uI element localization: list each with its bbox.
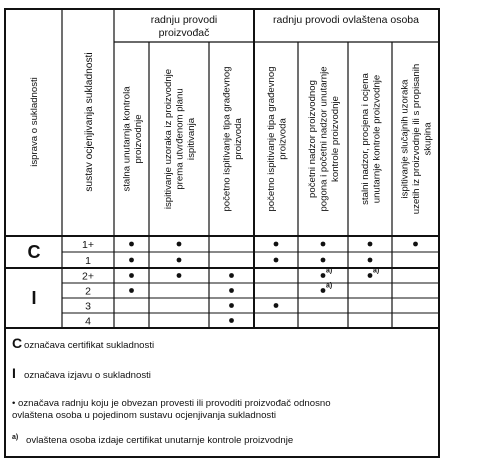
footnote-mark-3: a) xyxy=(326,282,333,290)
subheaders xyxy=(121,64,433,214)
mark-row3-col6 xyxy=(368,273,373,278)
subheader-col6-line2: unutarnje kontrole proizvodnje xyxy=(371,74,383,204)
mark-row2-col2 xyxy=(177,258,182,263)
row-system-2+: 2+ xyxy=(82,270,94,283)
header-isprava: isprava o sukladnosti xyxy=(29,77,40,167)
mark-row3-col2 xyxy=(177,273,182,278)
footnote-mark-1: a) xyxy=(326,267,333,275)
header-group-ovlastena: radnju provodi ovlaštena osoba xyxy=(273,14,419,26)
legend-c-text: označava certifikat sukladnosti xyxy=(24,340,155,351)
subheader-col6-line1: stalni nadzor, procjena i ocjena xyxy=(359,73,371,205)
header-sustav: sustav ocjenjivanja sukladnosti xyxy=(84,52,95,192)
mark-row5-col4 xyxy=(274,303,279,308)
legend-bullet-line1: • označava radnju koju je obvezan provesti ili provoditi proizvođač odnosno xyxy=(12,398,331,409)
mark-row4-col5 xyxy=(321,288,326,293)
row-system-3: 3 xyxy=(85,300,91,313)
marks xyxy=(129,242,418,323)
row-system-1+: 1+ xyxy=(82,239,94,251)
subheader-col5-line3: kontrole proizvodnje xyxy=(330,96,341,182)
header-group-proizvodac-line2: proizvođač xyxy=(158,27,210,39)
mark-row1-col1 xyxy=(129,242,134,247)
subheader-col7-line1: ispitivanje slučajnih uzoraka xyxy=(399,79,411,199)
conformity-table xyxy=(4,8,440,458)
row-system-2: 2 xyxy=(85,285,91,298)
mark-row6-col3 xyxy=(229,318,234,323)
legend-i-text: označava izjavu o sukladnosti xyxy=(24,370,151,381)
row-system-4: 4 xyxy=(85,315,91,328)
mark-row4-col1 xyxy=(129,288,134,293)
subheader-col2-line2: prema utvrđenom planu xyxy=(174,88,186,190)
mark-row4-col3 xyxy=(229,288,234,293)
legend-note-mark: a) xyxy=(12,434,19,441)
subheader-col1-line1: stalna unutarnja kontrola xyxy=(121,86,133,192)
row-system-1: 1 xyxy=(85,255,91,267)
mark-row2-col1 xyxy=(129,258,134,263)
legend-bullet-line2: ovlaštena osoba u pojedinom sustavu ocjenjivanja sukladnosti xyxy=(12,410,276,421)
mark-row2-col6 xyxy=(368,258,373,263)
group-label-i: I xyxy=(31,288,37,308)
mark-row2-col5 xyxy=(321,258,326,263)
mark-row3-col5 xyxy=(321,273,326,278)
subheader-col1-line2: proizvodnje xyxy=(132,114,144,164)
mark-row2-col4 xyxy=(274,258,279,263)
subheader-col3-line2: proizvoda xyxy=(232,118,244,160)
subheader-col2-line3: ispitivanja xyxy=(186,117,197,161)
mark-row1-col5 xyxy=(321,242,326,247)
subheader-col4-line1: početno ispitivanje tipa građevnog xyxy=(265,66,277,212)
mark-row1-col2 xyxy=(177,242,182,247)
mark-row5-col3 xyxy=(229,303,234,308)
mark-row1-col7 xyxy=(413,242,418,247)
group-label-c: C xyxy=(27,242,41,262)
mark-row1-col4 xyxy=(274,242,279,247)
footnote-mark-2: a) xyxy=(373,267,380,275)
mark-row3-col1 xyxy=(129,273,134,278)
subheader-col7-line3: skupina xyxy=(422,122,434,156)
mark-row1-col6 xyxy=(368,242,373,247)
subheader-col4-line2: proizvoda xyxy=(277,118,289,160)
header-group-proizvodac-line1: radnju provodi xyxy=(150,14,218,26)
legend-i-letter: I xyxy=(12,365,16,381)
legend-note-text: ovlaštena osoba izdaje certifikat unutarnje kontrole proizvodnje xyxy=(26,435,294,446)
subheader-col2-line1: ispitivanje uzoraka iz proizvodnje xyxy=(163,68,174,210)
subheader-col3-line1: početno ispitivanje tipa građevnog xyxy=(221,66,233,212)
mark-row3-col3 xyxy=(229,273,234,278)
subheader-col5-line1: početni nadzor proizvodnog xyxy=(307,80,318,198)
subheader-col7-line2: uzetih iz proizvodnje ili s propisanih xyxy=(411,63,422,215)
legend-c-letter: C xyxy=(12,335,23,351)
subheader-col5-line2: pogona i početni nadzor unutarnje xyxy=(318,66,330,212)
